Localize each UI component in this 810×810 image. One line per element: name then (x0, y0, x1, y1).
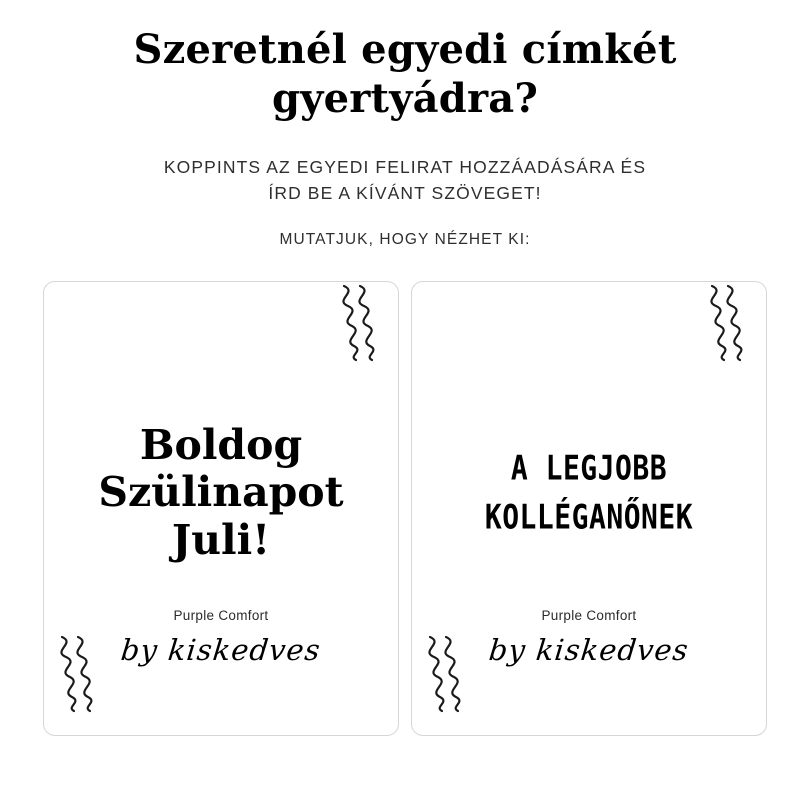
card-1-footer (44, 608, 398, 667)
card-1-text-line-2: Szülinapot (98, 468, 344, 517)
card-1-text-line-3: Juli! (171, 515, 271, 564)
squiggle-decoration-icon (334, 284, 388, 362)
card-1-text-area[interactable] (44, 378, 398, 608)
card-2-signature: by kiskedves (487, 633, 691, 667)
label-preview-gallery (0, 281, 810, 736)
page-subtitle-line-1: KOPPINTS AZ EGYEDI FELIRAT HOZZÁADÁSÁRA ÉS (163, 156, 647, 177)
label-preview-card-2[interactable] (411, 281, 767, 736)
page-subtitle (0, 124, 810, 207)
page-note: MUTATJUK, HOGY NÉZHET KI: (279, 230, 531, 248)
page-title (0, 0, 810, 124)
squiggle-decoration-icon (702, 284, 756, 362)
card-2-text-line-2: KOLLÉGANŐNEK (484, 496, 694, 537)
page-title-line-1: Szeretnél egyedi címkét (133, 26, 677, 73)
card-1-signature: by kiskedves (119, 633, 323, 667)
card-1-custom-text (98, 422, 343, 565)
card-2-brand-name: Purple Comfort (541, 608, 637, 623)
card-2-custom-text (485, 445, 693, 542)
label-preview-card-1[interactable] (43, 281, 399, 736)
page-subtitle-line-2: ÍRD BE A KÍVÁNT SZÖVEGET! (268, 183, 542, 204)
card-2-text-area[interactable] (412, 378, 766, 608)
card-1-text-line-1: Boldog (139, 420, 303, 469)
card-2-footer (412, 608, 766, 667)
card-2-text-line-1: A LEGJOBB (510, 448, 668, 489)
page-title-line-2: gyertyádra? (272, 74, 538, 122)
card-1-brand-name: Purple Comfort (173, 608, 269, 623)
